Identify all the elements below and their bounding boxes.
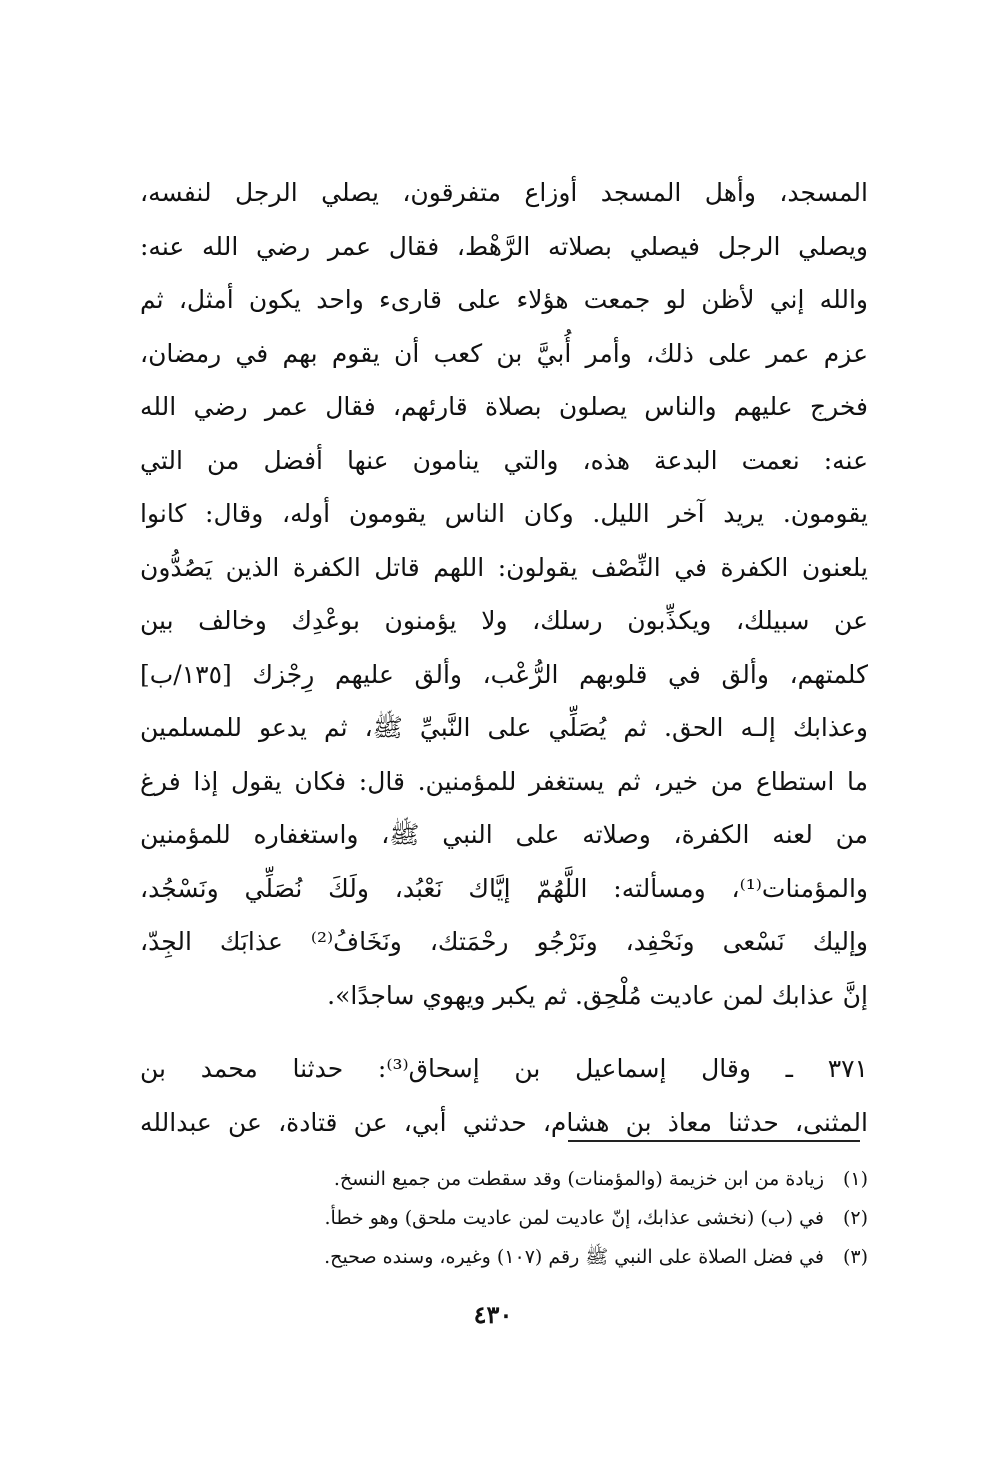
footnote-number: (١) [842,1168,868,1190]
footnote-text: في فضل الصلاة على النبي ﷺ رقم (١٠٧) وغيره، وسنده صحيح. [324,1246,824,1268]
text-line: فخرج عليهم والناس يصلون بصلاة قارئهم، فقال عمر رضي الله [140,392,868,421]
footnote [160,1199,868,1238]
text-line: المثنى، حدثنا معاذ بن هشام، حدثني أبي، عن قتادة، عن عبدالله [140,1107,868,1137]
footnote-number: (٣) [842,1246,868,1268]
footnote-text: زيادة من ابن خزيمة (والمؤمنات) وقد سقطت من جميع النسخ. [333,1168,824,1190]
main-text [140,166,868,1149]
text-line: ويصلي الرجل فيصلي بصلاته الرَّهْط، فقال عمر رضي الله عنه: [140,231,868,261]
text-line: يلعنون الكفرة في النِّصْف يقولون: اللهم قاتل الكفرة الذين يَصُدُّون [140,552,868,582]
text-line: عنه: نعمت البدعة هذه، والتي ينامون عنها أفضل من التي [140,445,868,475]
footnote-text: في (ب) (نخشى عذابك، إنّ عاديت لمن عاديت ملحق) وهو خطأ. [324,1207,824,1229]
text-line: من لعنه الكفرة، وصلاته على النبي ﷺ، واستغفاره للمؤمنين [140,820,868,849]
text-line: ما استطاع من خير، ثم يستغفر للمؤمنين. قال: فكان يقول إذا فرغ [140,766,868,796]
text-line: والمؤمنات⁽¹⁾، ومسألته: اللَّهُمّ إيَّاك نَعْبُد، ولَكَ نُصَلِّي ونَسْجُد، [140,873,868,903]
text-line: وإليك نَسْعى ونَحْفِد، ونَرْجُو رحْمَتك، ونَخَافُ⁽²⁾ عذابَك الجِدّ، [140,927,868,956]
text-line: يقومون. يريد آخر الليل. وكان الناس يقومون أوله، وقال: كانوا [140,499,868,528]
footnote [160,1238,868,1277]
text-line: ٣٧١ ـ وقال إسماعيل بن إسحاق⁽³⁾: حدثنا محمد بن [140,1054,868,1083]
footnote-number: (٢) [842,1207,868,1229]
footnotes [160,1160,868,1277]
text-line: إنَّ عذابك لمن عاديت مُلْحِق. ثم يكبر ويهوي ساجدًا». [327,980,868,1010]
page-number: ٤٣٠ [473,1300,513,1329]
footnote [160,1160,868,1199]
footnote-divider [568,1140,860,1142]
text-line: وعذابك إلـه الحق. ثم يُصَلِّي على النَّبيِّ ﷺ، ثم يدعو للمسلمين [140,713,868,742]
text-line: المسجد، وأهل المسجد أوزاع متفرقون، يصلي الرجل لنفسه، [140,178,868,207]
text-line: عزم عمر على ذلك، وأمر أُبيَّ بن كعب أن يقوم بهم في رمضان، [140,338,868,368]
text-line: عن سبيلك، ويكذِّبون رسلك، ولا يؤمنون بوعْدِك وخالف بين [140,606,868,635]
text-line: والله إني لأظن لو جمعت هؤلاء على قارىء واحد يكون أمثل، ثم [140,285,868,314]
paragraph-gap [140,1022,868,1042]
text-line: كلمتهم، وألق في قلوبهم الرُّعْب، وألق عليهم رِجْزك [١٣٥/ب] [140,659,868,689]
